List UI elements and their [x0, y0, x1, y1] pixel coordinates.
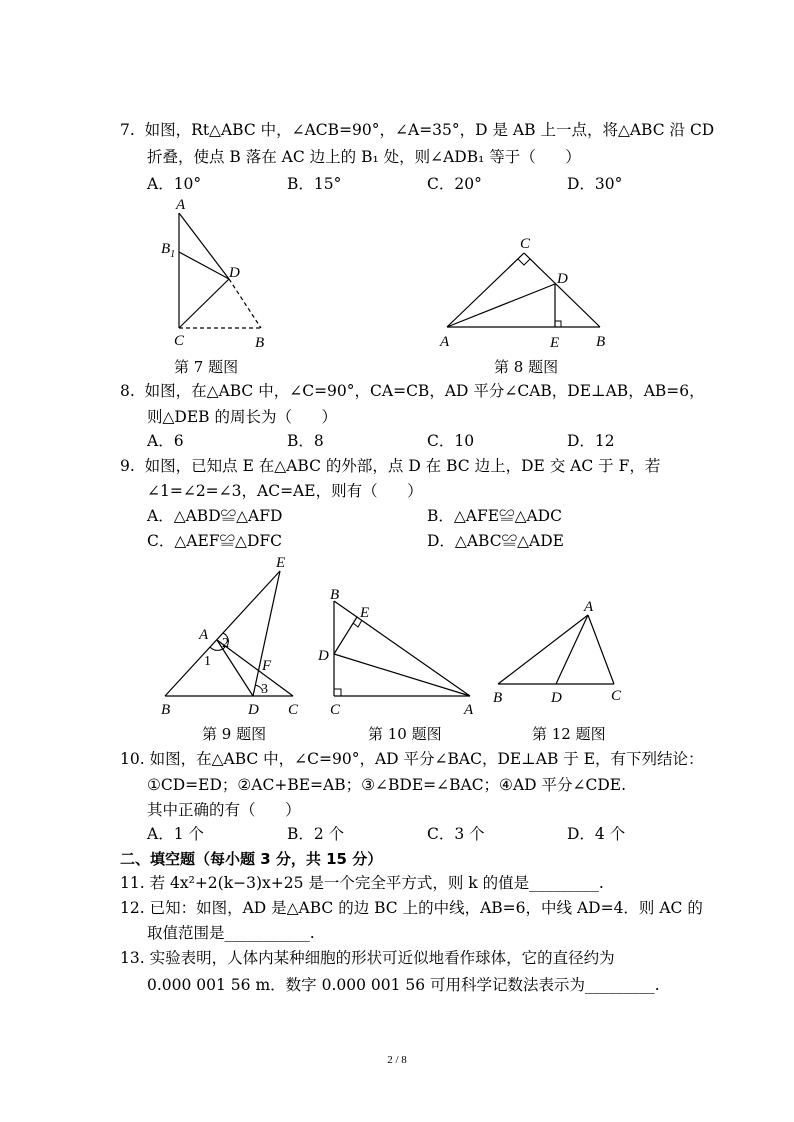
page-number: 2 / 8	[387, 1054, 407, 1066]
fig12-label-b: B	[493, 690, 503, 706]
fig7-line-ad	[179, 213, 229, 279]
q8-option-a: A．6	[147, 432, 184, 450]
q10-option-b: B．2 个	[287, 825, 345, 843]
fig9-label-1: 1	[204, 654, 211, 669]
figure-7-diagram	[155, 195, 285, 355]
fig8-caption: 第 8 题图	[494, 358, 559, 376]
q13-line1: 13. 实验表明，人体内某种细胞的形状可近似地看作球体，它的直径约为	[120, 949, 615, 967]
fig7-label-b1: $B_1$	[161, 241, 176, 260]
fig7-label-b: B	[255, 335, 265, 351]
fig12-caption: 第 12 题图	[532, 725, 606, 743]
fig8-right-angle-e	[555, 321, 561, 327]
fig9-line-be	[165, 571, 280, 696]
q7-line1: 7. 如图，Rt△ABC 中，∠ACB=90°，∠A=35°，D 是 AB 上一点，将△ABC 沿 CD	[120, 121, 715, 139]
fig10-line-ba	[334, 601, 470, 696]
fig7-caption: 第 7 题图	[174, 358, 239, 376]
fig9-label-b: B	[161, 702, 171, 718]
fig10-line-da	[334, 654, 470, 696]
figure-10	[320, 585, 485, 724]
figure-9	[155, 555, 315, 729]
fig7-line-b1d	[179, 252, 229, 279]
q8-line1: 8. 如图，在△ABC 中，∠C=90°，CA=CB，AD 平分∠CAB，DE⊥AB，AB=6，	[120, 382, 705, 400]
fig9-label-f: F	[262, 658, 272, 674]
fig8-label-a: A	[440, 334, 450, 350]
fig10-line-de	[334, 617, 357, 654]
q8-option-b: B．8	[287, 432, 324, 450]
fig9-label-c: C	[288, 702, 299, 718]
q10-line2: ①CD=ED；②AC+BE=AB；③∠BDE=∠BAC；④AD 平分∠CDE.	[147, 776, 627, 794]
figure-8	[430, 230, 620, 354]
fig12-line-ba	[498, 615, 588, 684]
fig9-label-e: E	[276, 555, 286, 571]
q12-line2: 取值范围是___________.	[147, 924, 315, 942]
q9-option-d: D．△ABC≌△ADE	[427, 532, 564, 550]
figure-10-diagram	[320, 585, 485, 720]
q7-option-b: B．15°	[287, 175, 342, 193]
fig9-label-3: 3	[261, 682, 268, 697]
fig10-right-angle-c	[334, 689, 341, 696]
q10-option-c: C．3 个	[427, 825, 485, 843]
fig7-label-a: A	[176, 197, 186, 213]
fig9-caption: 第 9 题图	[202, 725, 267, 743]
fig9-label-2: 2	[222, 636, 229, 651]
fig8-label-b: B	[596, 334, 606, 350]
q9-line2: ∠1=∠2=∠3，AC=AE，则有（ ）	[147, 482, 423, 500]
fig12-label-c: C	[611, 688, 622, 704]
fig12-label-d: D	[551, 690, 562, 706]
fig7-label-d: D	[229, 265, 240, 281]
fig7-label-c: C	[174, 333, 185, 349]
fig10-label-d: D	[318, 648, 329, 664]
q9-option-a: A．△ABD≌△AFD	[147, 507, 283, 525]
fig7-line-cd	[179, 279, 229, 328]
section-2-title: 二、填空题（每小题 3 分，共 15 分）	[120, 850, 383, 868]
q11-text: 11. 若 4x²+2(k−3)x+25 是一个完全平方式，则 k 的值是_________.	[120, 874, 604, 892]
figure-8-diagram	[430, 230, 620, 350]
figure-9-diagram	[155, 555, 315, 725]
figure-7	[155, 195, 285, 359]
figure-12	[488, 597, 633, 711]
q7-option-c: C．20°	[427, 175, 482, 193]
q8-line2: 则△DEB 的周长为（ ）	[147, 408, 338, 426]
fig10-label-e: E	[360, 605, 370, 621]
fig12-line-ac	[588, 615, 614, 684]
q10-option-a: A．1 个	[147, 825, 204, 843]
fig8-right-angle-c	[518, 259, 530, 265]
fig12-label-a: A	[584, 599, 594, 615]
fig8-line-ad	[447, 284, 555, 327]
fig8-label-d: D	[557, 271, 568, 287]
q9-line1: 9. 如图，已知点 E 在△ABC 的外部，点 D 在 BC 边上，DE 交 AC 于 F，若	[120, 457, 661, 475]
fig8-line-ac	[447, 253, 524, 327]
fig8-label-c: C	[520, 236, 531, 252]
q9-option-c: C．△AEF≌△DFC	[147, 532, 283, 550]
fig7-line-db	[229, 279, 261, 328]
fig9-label-a: A	[199, 627, 209, 643]
fig9-label-d: D	[248, 702, 259, 718]
q12-line1: 12. 已知：如图，AD 是△ABC 的边 BC 上的中线，AB=6，中线 AD=4．则 AC 的	[120, 899, 703, 917]
fig12-line-ad	[556, 615, 588, 684]
q8-option-c: C．10	[427, 432, 475, 450]
q13-line2: 0.000 001 56 m．数字 0.000 001 56 可用科学记数法表示为_________.	[147, 976, 660, 994]
fig10-caption: 第 10 题图	[368, 725, 442, 743]
q9-option-b: B．△AFE≌△ADC	[427, 507, 562, 525]
fig10-label-b: B	[330, 587, 340, 603]
q10-line3: 其中正确的有（ ）	[147, 801, 301, 819]
q7-option-d: D．30°	[567, 175, 623, 193]
fig8-line-cb	[524, 253, 600, 327]
fig10-label-a: A	[464, 702, 474, 718]
q10-line1: 10. 如图，在△ABC 中，∠C=90°，AD 平分∠BAC，DE⊥AB 于 E，有下列结论：	[120, 750, 704, 768]
q7-line2: 折叠，使点 B 落在 AC 边上的 B₁ 处，则∠ADB₁ 等于（ ）	[147, 148, 581, 166]
q10-option-d: D．4 个	[567, 825, 626, 843]
q8-option-d: D．12	[567, 432, 615, 450]
figure-12-diagram	[488, 597, 633, 707]
fig9-line-de	[253, 571, 280, 696]
fig10-label-c: C	[330, 702, 341, 718]
q7-option-a: A．10°	[147, 175, 202, 193]
fig8-label-e: E	[550, 335, 560, 351]
